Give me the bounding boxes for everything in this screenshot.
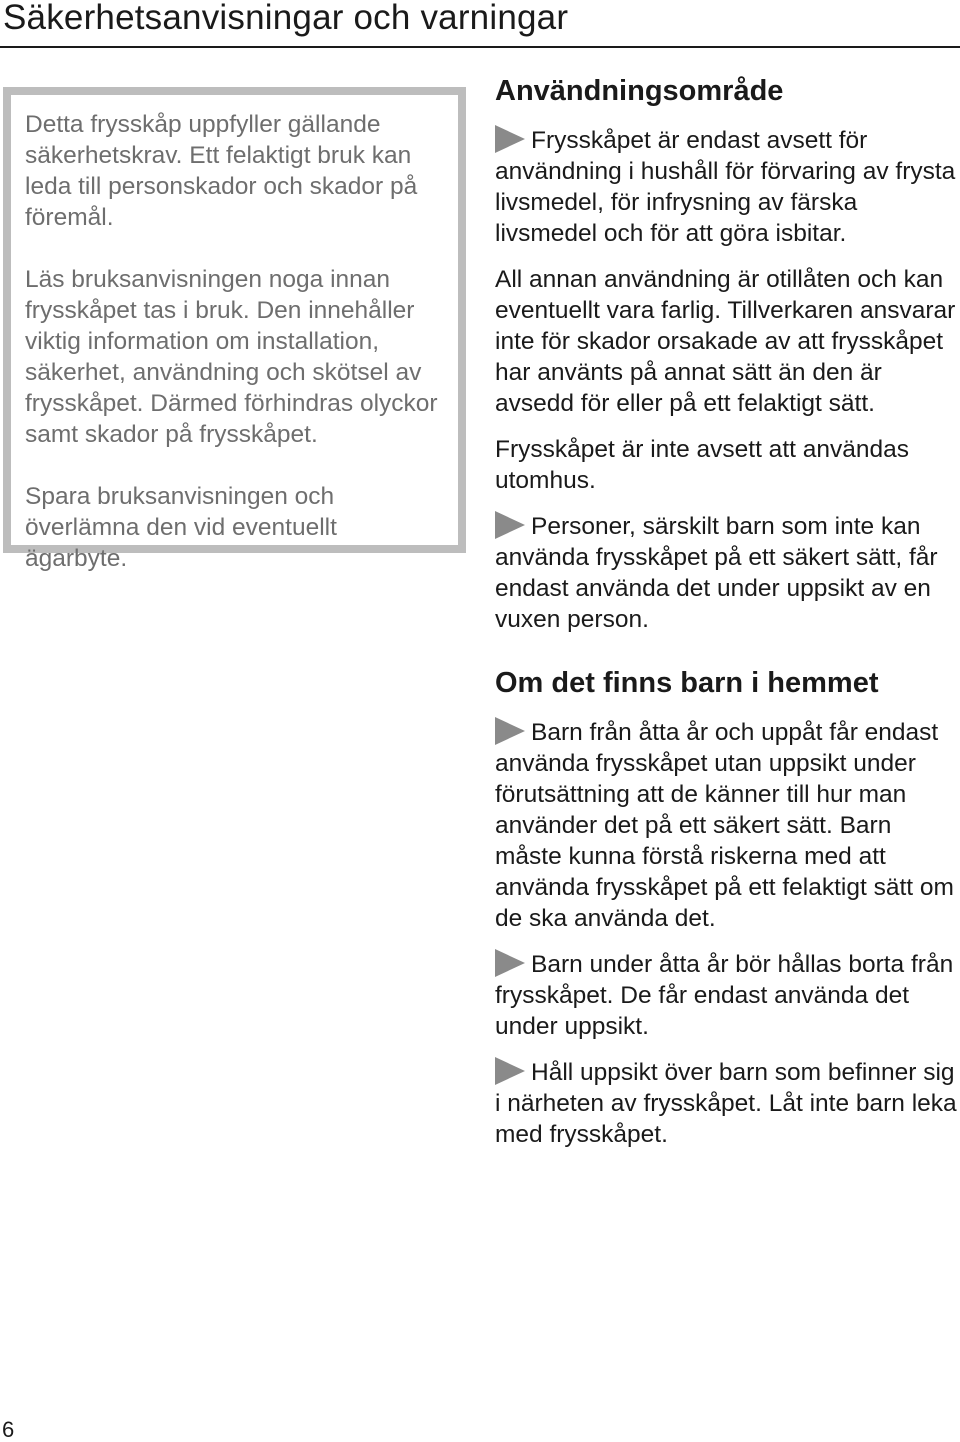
body-paragraph: All annan användning är otillåten och kan eventuellt vara farlig. Tillverkaren ansvarar inte för skador orsakade av att frysskåpet har använts på annat sätt än den är avsedd för eller på ett felaktigt sätt. [495, 266, 956, 417]
section-heading-children: Om det finns barn i hemmet [495, 667, 879, 699]
triangle-bullet-icon [495, 949, 525, 977]
bullet-item [495, 1057, 960, 1150]
title-divider [0, 46, 960, 48]
warning-paragraph: Detta frysskåp uppfyller gällande säkerhetskrav. Ett felaktigt bruk kan leda till personskador och skador på föremål. [25, 111, 418, 231]
bullet-item [495, 125, 960, 249]
triangle-bullet-icon [495, 125, 525, 153]
right-column [495, 71, 960, 1150]
bullet-item [495, 511, 960, 635]
triangle-bullet-icon [495, 717, 525, 745]
warning-paragraph: Läs bruksanvisningen noga innan frysskåpet tas i bruk. Den innehåller viktig information om installation, säkerhet, användning och skötsel av frysskåpet. Därmed förhindras olyckor samt skador på frysskåpet. [25, 266, 438, 448]
warning-paragraph: Spara bruksanvisningen och överlämna den vid eventuellt ägarbyte. [25, 483, 337, 572]
bullet-text: Håll uppsikt över barn som befinner sig i närheten av frysskåpet. Låt inte barn leka med frysskåpet. [495, 1059, 957, 1148]
triangle-bullet-icon [495, 1057, 525, 1085]
bullet-item [495, 717, 960, 934]
bullet-text: Barn från åtta år och uppåt får endast använda frysskåpet utan uppsikt under förutsättning att de känner till hur man använder det på ett säkert sätt. Barn måste kunna förstå riskerna med att använda frysskåpet på ett felaktigt sätt om de ska använda det. [495, 719, 954, 932]
triangle-bullet-icon [495, 511, 525, 539]
page-title: Säkerhetsanvisningar och varningar [3, 0, 569, 37]
bullet-text: Barn under åtta år bör hållas borta från frysskåpet. De får endast använda det under uppsikt. [495, 951, 954, 1040]
bullet-text: Frysskåpet är endast avsett för användning i hushåll för förvaring av frysta livsmedel, för infrysning av färska livsmedel och för att göra isbitar. [495, 127, 956, 247]
warning-box [3, 87, 466, 572]
page-number: 6 [2, 1417, 15, 1442]
body-paragraph: Frysskåpet är inte avsett att användas utomhus. [495, 436, 909, 494]
section-heading-usage: Användningsområde [495, 75, 784, 107]
bullet-text: Personer, särskilt barn som inte kan använda frysskåpet på ett säkert sätt, får endast använda det under uppsikt av en vuxen person. [495, 513, 938, 633]
bullet-item [495, 949, 960, 1042]
